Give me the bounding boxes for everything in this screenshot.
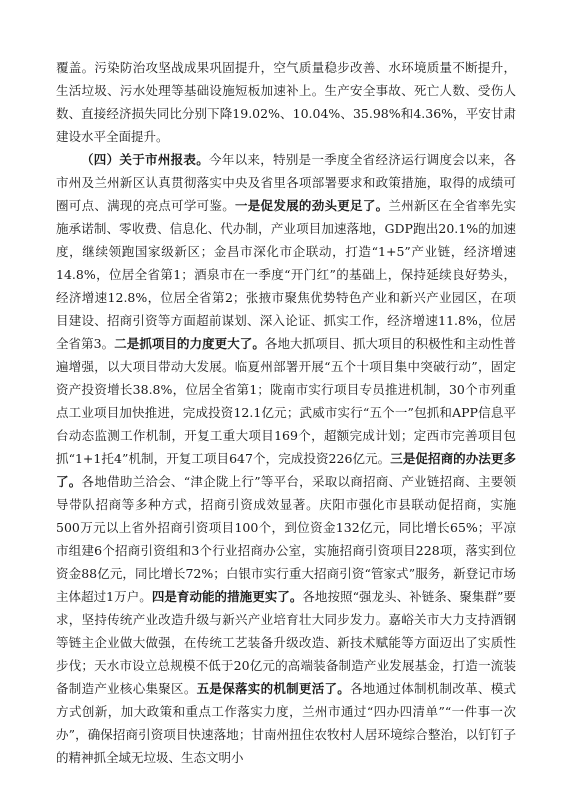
point-heading-4: 四是育动能的措施更实了。 bbox=[151, 589, 303, 604]
paragraph-1-text: 覆盖。污染防治攻坚战成果巩固提升，空气质量稳步改善、水环境质量不断提升，生活垃圾、污水处理等基础设施短板加速补上。生产安全事故、死亡人数、受伤人数、直接经济损失同比分别下降19.02%、10.04%、35.98%和4.36%，平安甘肃建设水平全面提升。 bbox=[56, 60, 516, 144]
body-text: 兰州新区在全省率先实施承诺制、零收费、信息化、代办制，产业项目加速落地，GDP跑出20.1%的加速度，继续领跑国家级新区；金昌市深化市企联动，打造“1+5”产业链，经济增速14.8%，位居全省第1；酒泉市在一季度“开门红”的基础上，保持延续良好势头，经济增速12.8%，位居全省第2；张掖市聚焦优势特色产业和新兴产业园区，在项目建设、招商引资等方面超前谋划、深入论证、抓实工作，经济增速11.8%，位居全省第3。 bbox=[56, 198, 516, 351]
point-heading-1: 一是促发展的劲头更足了。 bbox=[234, 198, 389, 213]
body-text: 各地按照“强龙头、补链条、聚集群”要求，坚持传统产业改造升级与新兴产业培育壮大同步发力。嘉峪关市大力支持酒钢等链主企业做大做强，在传统工艺装备升级改造、新技术赋能等方面迈出了实质性步伐；天水市设立总规模不低于20亿元的高端装备制造产业发展基金，打造一流装备制造产业核心集聚区。 bbox=[56, 589, 516, 696]
point-heading-3: 三是促招商的办法更多了。 bbox=[56, 451, 516, 489]
section-heading: （四）关于市州报表。 bbox=[81, 152, 210, 167]
paragraph-2 bbox=[56, 148, 516, 769]
point-heading-5: 五是保落实的机制更活了。 bbox=[196, 681, 351, 696]
point-heading-2: 二是抓项目的力度更大了。 bbox=[114, 336, 265, 351]
body-text: 各地通过体制机制改革、模式方式创新，加大政策和重点工作落实力度，兰州市通过“四办四清单”“一件事一次办”，确保招商引资项目快速落地；甘南州扭住农牧村人居环境综合整治，以钉钉子的精神抓全域无垃圾、生态文明小 bbox=[56, 681, 516, 765]
body-text: 今年以来，特别是一季度全省经济运行调度会以来，各市州及兰州新区认真贯彻落实中央及省里各项部署要求和政策措施，取得的成绩可圈可点、满现的亮点可学可鉴。 bbox=[56, 152, 516, 213]
paragraph-1 bbox=[56, 56, 516, 148]
body-text: 各地大抓项目、抓大项目的积极性和主动性普遍增强，以大项目带动大发展。临夏州部署开展“五个十项目集中突破行动”，固定资产投资增长38.8%，位居全省第1；陇南市实行项目专员推进机制，30个市列重点工业项目加快推进，完成投资12.1亿元；武威市实行“五个一”包抓和APP信息平台动态监测工作机制，开复工重大项目169个，超额完成计划；定西市完善项目包抓“1+1托4”机制，开复工项目647个，完成投资226亿元。 bbox=[56, 336, 516, 466]
body-text: 各地借助兰洽会、“津企陇上行”等平台，采取以商招商、产业链招商、主要领导带队招商等多种方式，招商引资成效显著。庆阳市强化市县联动促招商，实施500万元以上省外招商引资项目100个，到位资金132亿元，同比增长65%；平凉市组建6个招商引资组和3个行业招商办公室，实施招商引资项目228项，落实到位资金88亿元，同比增长72%；白银市实行重大招商引资“管家式”服务，新登记市场主体超过1万户。 bbox=[56, 474, 516, 604]
